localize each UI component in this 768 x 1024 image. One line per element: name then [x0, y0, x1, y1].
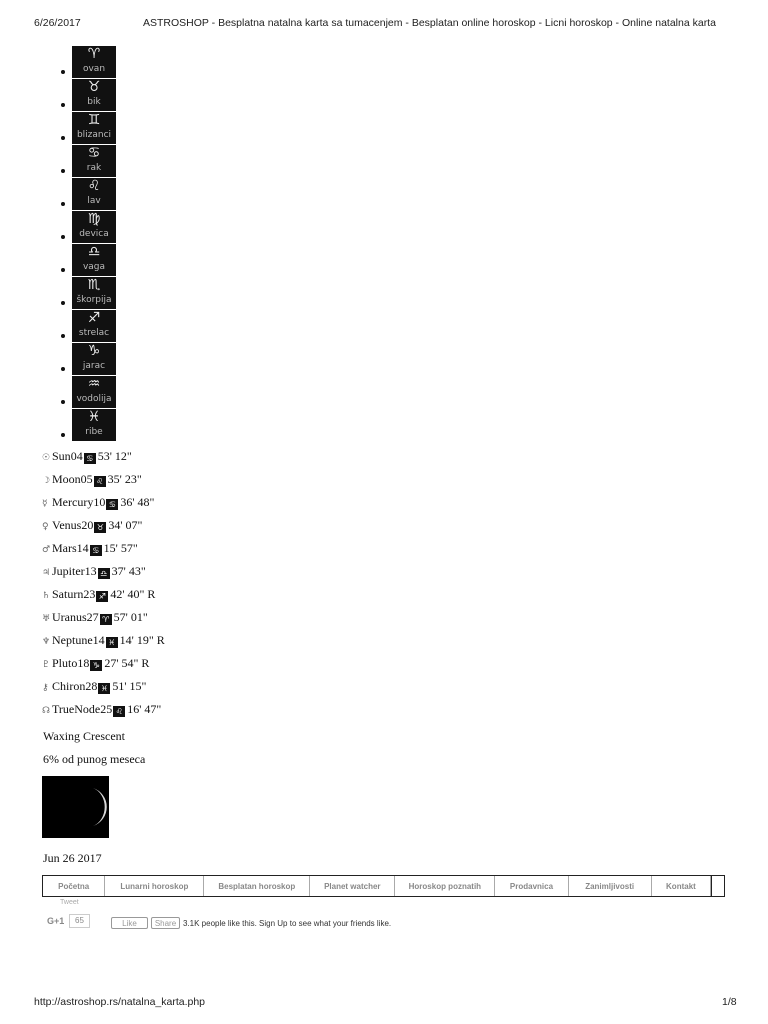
- zodiac-sign-icon: ♉: [87, 79, 101, 95]
- zodiac-link-0[interactable]: [72, 46, 116, 78]
- facebook-share-button[interactable]: Share: [151, 917, 180, 929]
- planet-minutes-seconds: 42' 40" R: [110, 587, 156, 601]
- planet-degree: 05: [80, 472, 93, 486]
- bullet: [61, 400, 65, 404]
- planet-sign-icon: ♉: [94, 522, 106, 533]
- bullet: [61, 169, 65, 173]
- planet-degree: 20: [81, 518, 94, 532]
- planet-name: Pluto: [52, 656, 78, 670]
- planet-row: [42, 702, 165, 725]
- planet-degree: 27: [86, 610, 99, 624]
- planet-icon: ♄: [42, 591, 51, 601]
- planet-sign-icon: ♋: [84, 453, 96, 464]
- zodiac-sign-icon: ♌: [87, 178, 101, 194]
- planet-row: [42, 518, 165, 541]
- planet-name: Neptune: [52, 633, 93, 647]
- zodiac-sign-icon: ♐: [87, 310, 101, 326]
- planet-positions-list: [42, 449, 165, 725]
- planet-row: [42, 564, 165, 587]
- planet-minutes-seconds: 51' 15": [112, 679, 147, 693]
- planet-name: Saturn: [52, 587, 84, 601]
- nav-item-prodavnica[interactable]: Prodavnica: [495, 876, 568, 896]
- planet-name: Mercury: [52, 495, 94, 509]
- bullet: [61, 367, 65, 371]
- tweet-button[interactable]: Tweet: [60, 899, 79, 906]
- zodiac-link-2[interactable]: [72, 112, 116, 144]
- zodiac-sign-name: škorpija: [76, 295, 112, 305]
- facebook-like-button[interactable]: Like: [111, 917, 148, 929]
- planet-icon: ♇: [42, 660, 51, 670]
- print-header: [0, 17, 768, 31]
- zodiac-sign-name: ribe: [85, 427, 103, 437]
- planet-row: [42, 472, 165, 495]
- bullet: [61, 136, 65, 140]
- planet-sign-icon: ♎: [98, 568, 110, 579]
- planet-icon: ☊: [42, 706, 50, 716]
- zodiac-sign-icon: ♈: [87, 46, 101, 62]
- zodiac-sign-name: vodolija: [76, 394, 112, 404]
- planet-icon: ☽: [42, 476, 51, 486]
- planet-degree: 14: [92, 633, 105, 647]
- planet-row: [42, 656, 165, 679]
- planet-minutes-seconds: 16' 47": [127, 702, 162, 716]
- planet-degree: 04: [70, 449, 83, 463]
- planet-minutes-seconds: 37' 43": [111, 564, 146, 578]
- planet-row: [42, 495, 165, 518]
- planet-sign-icon: ♐: [96, 591, 108, 602]
- planet-sign-icon: ♋: [106, 499, 118, 510]
- zodiac-sign-icon: ♋: [87, 145, 101, 161]
- print-url: http://astroshop.rs/natalna_karta.php: [34, 996, 206, 1008]
- zodiac-link-4[interactable]: [72, 178, 116, 210]
- planet-name: Mars: [52, 541, 77, 555]
- moon-date: Jun 26 2017: [43, 851, 102, 865]
- planet-sign-icon: ♌: [94, 476, 106, 487]
- bullet: [61, 433, 65, 437]
- planet-minutes-seconds: 53' 12": [97, 449, 132, 463]
- planet-minutes-seconds: 15' 57": [103, 541, 138, 555]
- planet-minutes-seconds: 14' 19" R: [119, 633, 165, 647]
- planet-row: [42, 449, 165, 472]
- zodiac-link-6[interactable]: [72, 244, 116, 276]
- zodiac-link-7[interactable]: [72, 277, 116, 309]
- zodiac-sign-icon: ♎: [87, 244, 101, 260]
- zodiac-sign-icon: ♊: [87, 112, 101, 128]
- planet-icon: ♂: [42, 545, 51, 555]
- planet-name: Uranus: [52, 610, 87, 624]
- print-date: 6/26/2017: [34, 17, 81, 29]
- planet-icon: ♀: [42, 522, 49, 532]
- planet-row: [42, 587, 165, 610]
- main-navigation: [42, 875, 725, 897]
- planet-minutes-seconds: 35' 23": [107, 472, 142, 486]
- planet-sign-icon: ♈: [100, 614, 112, 625]
- planet-icon: ♃: [42, 568, 51, 578]
- bullet: [61, 301, 65, 305]
- nav-item-horoskop-poznatih[interactable]: Horoskop poznatih: [395, 876, 495, 896]
- zodiac-link-1[interactable]: [72, 79, 116, 111]
- zodiac-link-11[interactable]: [72, 409, 116, 441]
- bullet: [61, 70, 65, 74]
- planet-name: Venus: [52, 518, 82, 532]
- zodiac-link-8[interactable]: [72, 310, 116, 342]
- zodiac-sign-name: jarac: [82, 361, 106, 371]
- moon-phase-image: [42, 776, 109, 838]
- zodiac-sign-name: blizanci: [76, 130, 112, 140]
- bullet: [61, 103, 65, 107]
- planet-degree: 18: [77, 656, 90, 670]
- planet-degree: 14: [76, 541, 89, 555]
- planet-name: Chiron: [52, 679, 86, 693]
- planet-minutes-seconds: 36' 48": [120, 495, 155, 509]
- bullet: [61, 202, 65, 206]
- planet-name: TrueNode: [52, 702, 101, 716]
- planet-degree: 23: [83, 587, 96, 601]
- zodiac-sign-name: strelac: [78, 328, 110, 338]
- planet-sign-icon: ♓: [98, 683, 110, 694]
- zodiac-sign-name: lav: [87, 196, 101, 206]
- planet-minutes-seconds: 27' 54" R: [104, 656, 150, 670]
- nav-bar-end: [711, 876, 724, 896]
- planet-sign-icon: ♓: [106, 637, 118, 648]
- planet-minutes-seconds: 57' 01": [113, 610, 148, 624]
- planet-row: [42, 679, 165, 702]
- planet-icon: ♆: [42, 637, 51, 647]
- moon-illumination-text: 6% od punog meseca: [43, 752, 146, 766]
- zodiac-link-3[interactable]: [72, 145, 116, 177]
- zodiac-sign-icon: ♓: [87, 409, 101, 425]
- planet-icon: ☿: [42, 499, 48, 509]
- zodiac-sign-icon: ♏: [87, 277, 101, 293]
- zodiac-sign-icon: ♍: [87, 211, 101, 227]
- planet-minutes-seconds: 34' 07": [108, 518, 143, 532]
- zodiac-sign-name: ovan: [82, 64, 106, 74]
- planet-sign-icon: ♑: [90, 660, 102, 671]
- crescent-moon-icon: [42, 776, 109, 838]
- zodiac-sign-name: rak: [86, 163, 102, 173]
- planet-degree: 28: [85, 679, 98, 693]
- planet-row: [42, 633, 165, 656]
- print-footer: [0, 996, 768, 1010]
- zodiac-link-9[interactable]: [72, 343, 116, 375]
- google-plus-count: 65: [69, 914, 90, 928]
- nav-item-besplatan-horoskop[interactable]: Besplatan horoskop: [204, 876, 310, 896]
- planet-row: [42, 610, 165, 633]
- print-page-number: 1/8: [722, 996, 737, 1008]
- planet-icon: ☉: [42, 453, 51, 463]
- zodiac-link-10[interactable]: [72, 376, 116, 408]
- zodiac-sign-name: bik: [87, 97, 101, 107]
- planet-degree: 10: [93, 495, 106, 509]
- planet-name: Sun: [52, 449, 71, 463]
- nav-item-zanimljivosti[interactable]: Zanimljivosti: [569, 876, 652, 896]
- bullet: [61, 334, 65, 338]
- print-page-title: ASTROSHOP - Besplatna natalna karta sa tumacenjem - Besplatan online horoskop - Licni horoskop - Online natalna karta: [143, 17, 716, 29]
- nav-item-pocetna[interactable]: Početna: [43, 876, 105, 896]
- facebook-like-count-text: 3.1K people like this. Sign Up to see what your friends like.: [183, 919, 392, 928]
- planet-degree: 13: [84, 564, 97, 578]
- nav-item-kontakt[interactable]: Kontakt: [652, 876, 711, 896]
- zodiac-link-5[interactable]: [72, 211, 116, 243]
- planet-name: Moon: [52, 472, 81, 486]
- zodiac-sign-icon: ♑: [87, 343, 101, 359]
- planet-name: Jupiter: [52, 564, 85, 578]
- zodiac-sign-name: devica: [79, 229, 109, 239]
- google-plus-button[interactable]: G+1: [47, 916, 65, 926]
- nav-item-lunarni-horoskop[interactable]: Lunarni horoskop: [105, 876, 204, 896]
- planet-row: [42, 541, 165, 564]
- zodiac-sign-icon: ♒: [87, 376, 101, 392]
- moon-phase-name: Waxing Crescent: [43, 729, 126, 743]
- bullet: [61, 268, 65, 272]
- planet-icon: ⚷: [42, 683, 49, 693]
- nav-item-planet-watcher[interactable]: Planet watcher: [310, 876, 395, 896]
- planet-icon: ♅: [42, 614, 51, 624]
- planet-sign-icon: ♋: [90, 545, 102, 556]
- planet-degree: 25: [100, 702, 113, 716]
- planet-sign-icon: ♌: [113, 706, 125, 717]
- zodiac-sign-name: vaga: [82, 262, 106, 272]
- bullet: [61, 235, 65, 239]
